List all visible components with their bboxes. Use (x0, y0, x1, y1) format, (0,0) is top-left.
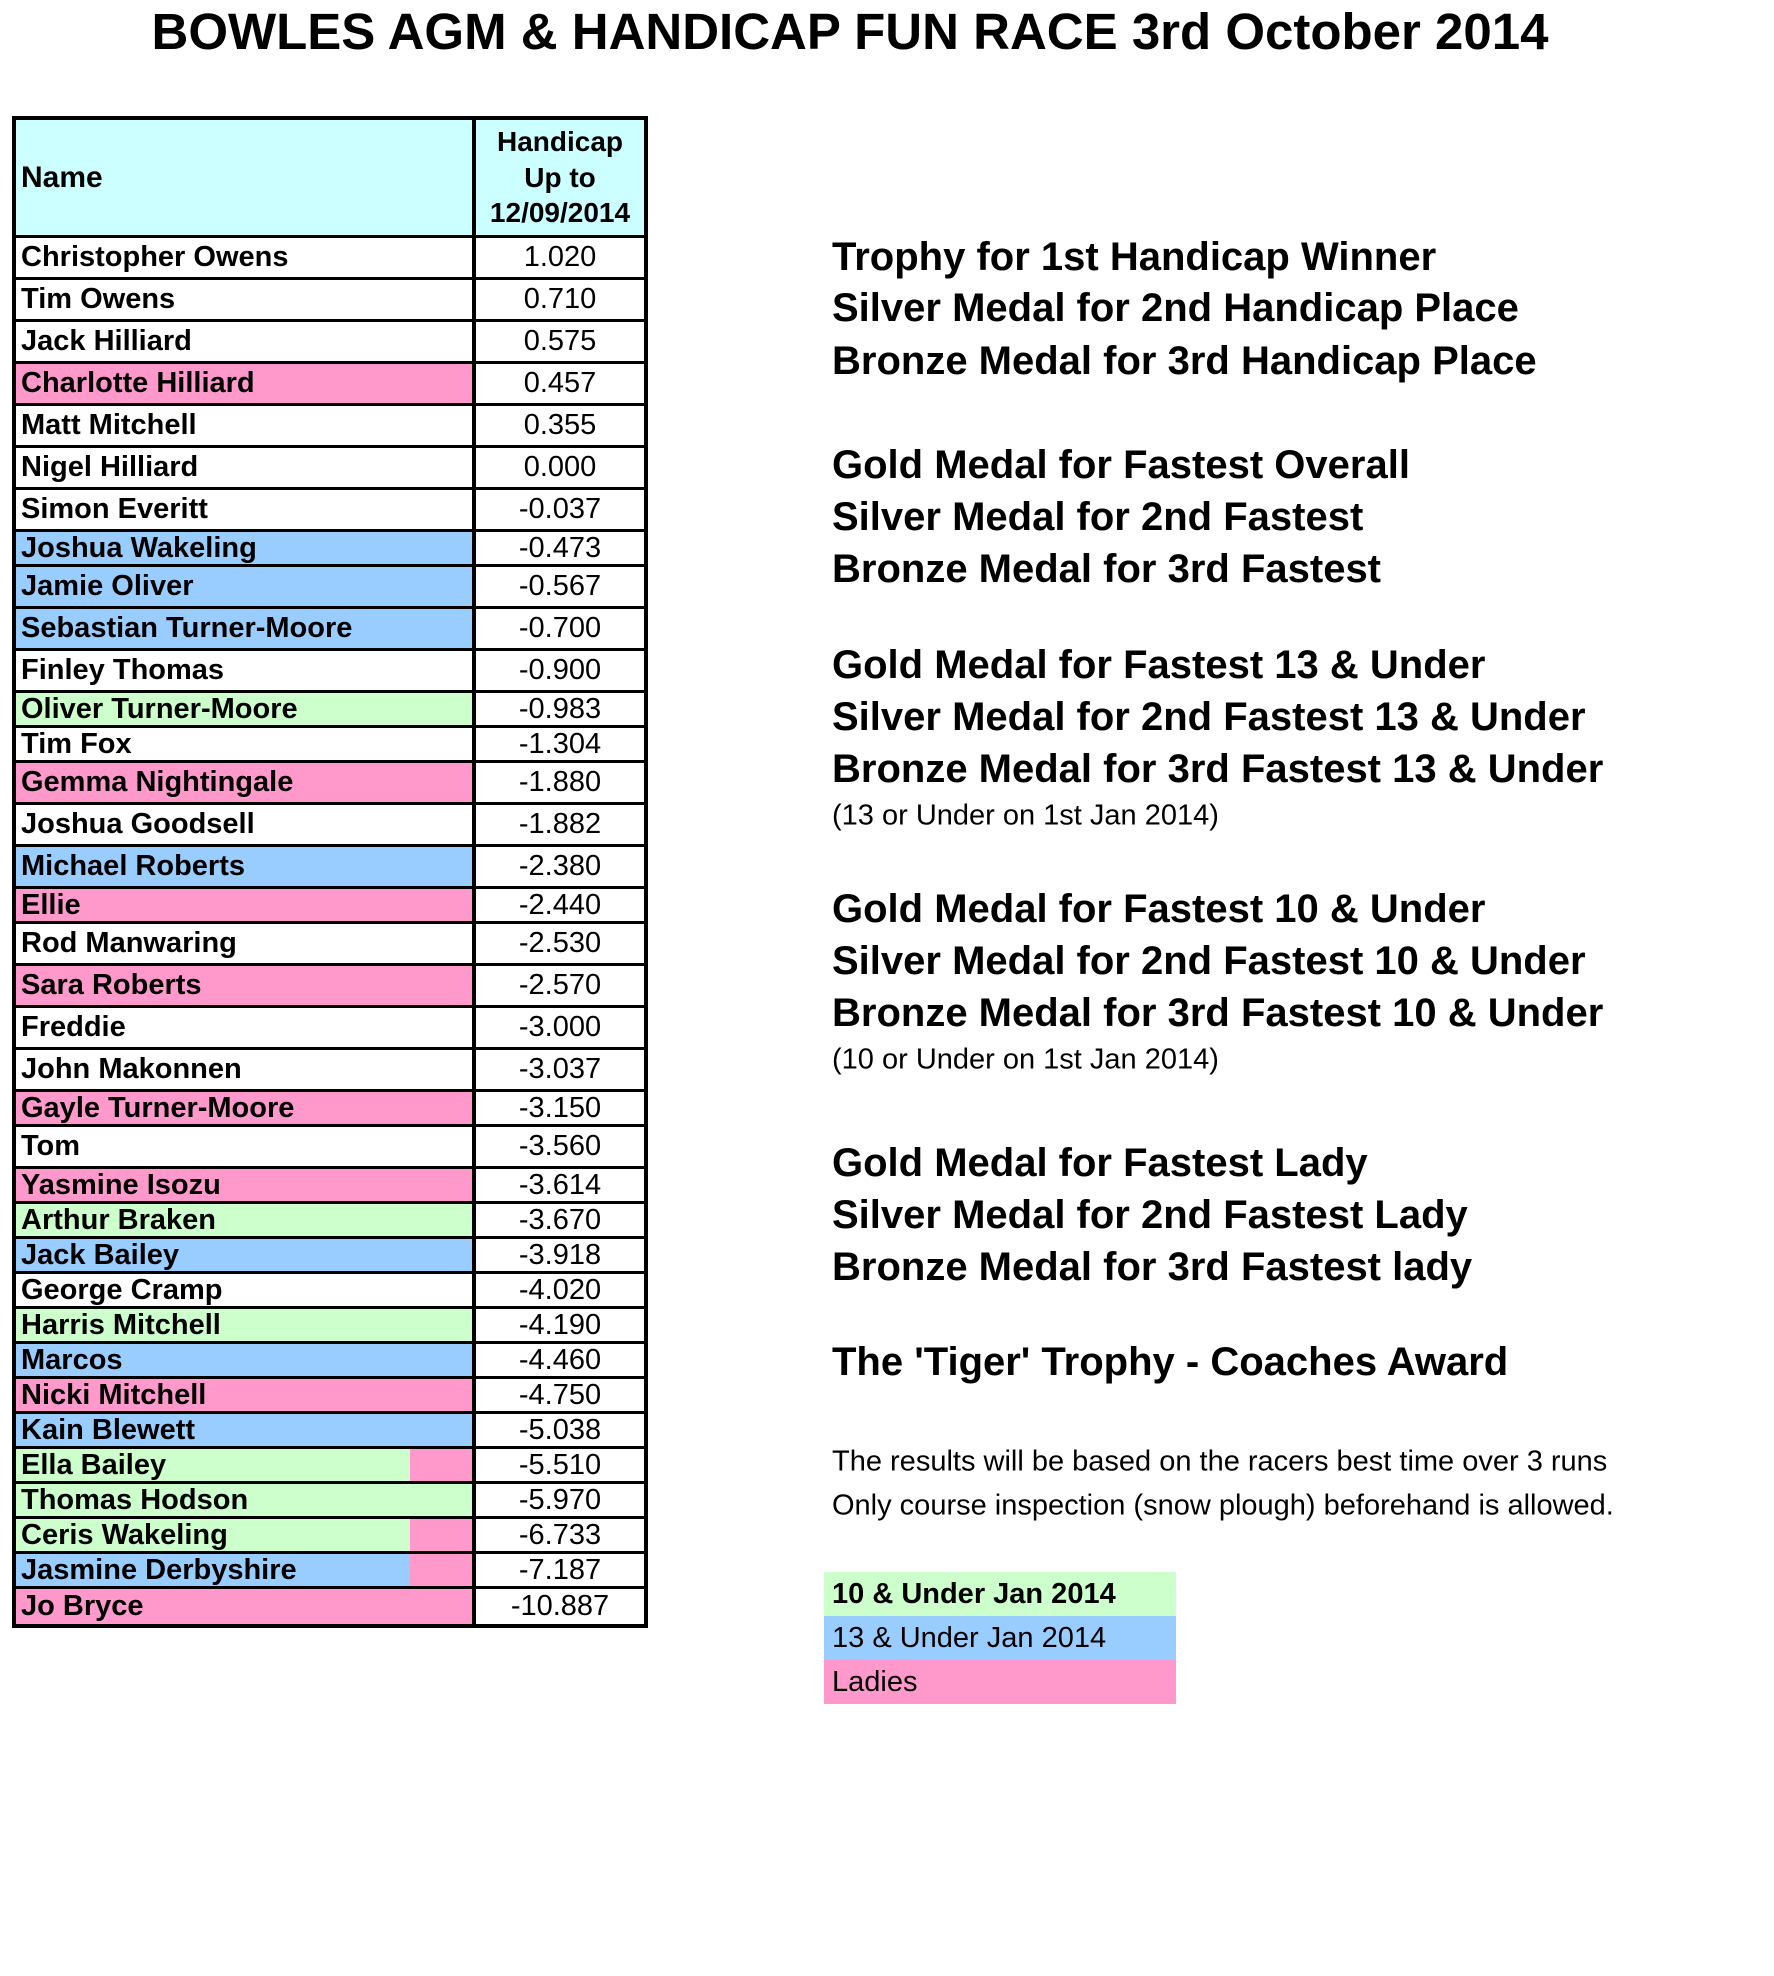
award-line: Gold Medal for Fastest Lady (832, 1141, 1368, 1185)
handicap-value: -4.190 (476, 1309, 644, 1341)
racer-name: Oliver Turner-Moore (16, 693, 476, 725)
table-row (16, 1344, 644, 1379)
racer-name: Simon Everitt (16, 490, 476, 529)
table-row (16, 805, 644, 847)
racer-name: Jack Bailey (16, 1239, 476, 1271)
racer-name: Rod Manwaring (16, 924, 476, 963)
table-row (16, 1379, 644, 1414)
name-column-header: Name (16, 120, 476, 235)
handicap-value: 0.355 (476, 406, 644, 445)
table-row (16, 1274, 644, 1309)
racer-name: Yasmine Isozu (16, 1169, 476, 1201)
table-header (16, 120, 644, 238)
award-line: Silver Medal for 2nd Fastest Lady (832, 1193, 1468, 1237)
note-line: (13 or Under on 1st Jan 2014) (832, 799, 1219, 832)
table-row (16, 1092, 644, 1127)
award-line: Bronze Medal for 3rd Fastest 13 & Under (832, 747, 1604, 791)
handicap-value: -3.614 (476, 1169, 644, 1201)
racer-name: Sara Roberts (16, 966, 476, 1005)
page-title: BOWLES AGM & HANDICAP FUN RACE 3rd October 2014 (151, 3, 1549, 60)
racer-name: Tim Owens (16, 280, 476, 319)
handicap-value: -3.000 (476, 1008, 644, 1047)
award-line: The 'Tiger' Trophy - Coaches Award (832, 1340, 1509, 1384)
racer-name: Gayle Turner-Moore (16, 1092, 476, 1124)
handicap-value: -1.304 (476, 728, 644, 760)
table-row (16, 889, 644, 924)
table-row (16, 924, 644, 966)
legend-item-under10: 10 & Under Jan 2014 (824, 1572, 1176, 1616)
handicap-value: 0.000 (476, 448, 644, 487)
handicap-value: -2.440 (476, 889, 644, 921)
handicap-value: -1.880 (476, 763, 644, 802)
racer-name: Jo Bryce (16, 1589, 476, 1624)
table-row (16, 1127, 644, 1169)
racer-name: Thomas Hodson (16, 1484, 476, 1516)
table-row (16, 1484, 644, 1519)
note-line: The results will be based on the racers best time over 3 runs (832, 1445, 1608, 1478)
handicap-value: -5.038 (476, 1414, 644, 1446)
handicap-value: -1.882 (476, 805, 644, 844)
table-row (16, 1414, 644, 1449)
handicap-value: -4.020 (476, 1274, 644, 1306)
handicap-value: -3.918 (476, 1239, 644, 1271)
racer-name: Matt Mitchell (16, 406, 476, 445)
table-row (16, 847, 644, 889)
handicap-value: -5.510 (476, 1449, 644, 1481)
award-line: Gold Medal for Fastest 13 & Under (832, 643, 1486, 687)
racer-name: Charlotte Hilliard (16, 364, 476, 403)
racer-name: Ellie (16, 889, 476, 921)
table-row (16, 322, 644, 364)
handicap-value: -2.530 (476, 924, 644, 963)
note-line: Only course inspection (snow plough) beforehand is allowed. (832, 1489, 1614, 1522)
handicap-value: -3.150 (476, 1092, 644, 1124)
table-row (16, 728, 644, 763)
racer-name: Kain Blewett (16, 1414, 476, 1446)
table-row (16, 1309, 644, 1344)
handicap-table (12, 116, 648, 1628)
handicap-value: -2.570 (476, 966, 644, 1005)
handicap-header-line: Up to (524, 161, 596, 193)
table-row (16, 567, 644, 609)
racer-name: Nicki Mitchell (16, 1379, 476, 1411)
table-row (16, 651, 644, 693)
award-line: Gold Medal for Fastest 10 & Under (832, 887, 1486, 931)
racer-name: Tom (16, 1127, 476, 1166)
racer-name: Jasmine Derbyshire (16, 1554, 476, 1586)
table-row (16, 1554, 644, 1589)
racer-name: John Makonnen (16, 1050, 476, 1089)
table-row (16, 693, 644, 728)
table-row (16, 364, 644, 406)
table-row (16, 966, 644, 1008)
racer-name: Sebastian Turner-Moore (16, 609, 476, 648)
racer-name: Jamie Oliver (16, 567, 476, 606)
table-row (16, 1239, 644, 1274)
handicap-value: -10.887 (476, 1589, 644, 1624)
handicap-header-line: Handicap (496, 125, 624, 157)
table-row (16, 238, 644, 280)
table-body (16, 238, 644, 1624)
handicap-value: -5.970 (476, 1484, 644, 1516)
handicap-value: 0.575 (476, 322, 644, 361)
note-line: (10 or Under on 1st Jan 2014) (832, 1043, 1219, 1076)
handicap-value: -3.670 (476, 1204, 644, 1236)
handicap-value: 0.710 (476, 280, 644, 319)
handicap-value: -0.473 (476, 532, 644, 564)
table-row (16, 1589, 644, 1624)
racer-name: Arthur Braken (16, 1204, 476, 1236)
handicap-value: -0.700 (476, 609, 644, 648)
racer-name: Marcos (16, 1344, 476, 1376)
table-row (16, 1050, 644, 1092)
handicap-value: 1.020 (476, 238, 644, 277)
table-row (16, 1204, 644, 1239)
racer-name: George Cramp (16, 1274, 476, 1306)
handicap-value: -7.187 (476, 1554, 644, 1586)
table-row (16, 609, 644, 651)
award-line: Bronze Medal for 3rd Fastest lady (832, 1245, 1473, 1289)
racer-name: Christopher Owens (16, 238, 476, 277)
racer-name: Jack Hilliard (16, 322, 476, 361)
racer-name: Gemma Nightingale (16, 763, 476, 802)
handicap-value: -0.900 (476, 651, 644, 690)
handicap-value: 0.457 (476, 364, 644, 403)
table-row (16, 280, 644, 322)
racer-name: Ceris Wakeling (16, 1519, 476, 1551)
handicap-value: -0.983 (476, 693, 644, 725)
handicap-value: -0.567 (476, 567, 644, 606)
table-row (16, 532, 644, 567)
handicap-column-header (476, 120, 644, 235)
racer-name: Joshua Goodsell (16, 805, 476, 844)
handicap-value: -3.037 (476, 1050, 644, 1089)
award-line: Silver Medal for 2nd Fastest 13 & Under (832, 695, 1586, 739)
racer-name: Finley Thomas (16, 651, 476, 690)
handicap-header-line: 12/09/2014 (489, 197, 631, 229)
racer-name: Nigel Hilliard (16, 448, 476, 487)
handicap-value: -0.037 (476, 490, 644, 529)
racer-name: Joshua Wakeling (16, 532, 476, 564)
award-line: Gold Medal for Fastest Overall (832, 443, 1410, 487)
racer-name: Tim Fox (16, 728, 476, 760)
award-line: Bronze Medal for 3rd Fastest 10 & Under (832, 991, 1604, 1035)
racer-name: Freddie (16, 1008, 476, 1047)
handicap-value: -4.460 (476, 1344, 644, 1376)
handicap-value: -2.380 (476, 847, 644, 886)
award-line: Bronze Medal for 3rd Handicap Place (832, 339, 1537, 383)
award-line: Silver Medal for 2nd Fastest 10 & Under (832, 939, 1586, 983)
award-line: Silver Medal for 2nd Handicap Place (832, 286, 1519, 330)
table-row (16, 1008, 644, 1050)
racer-name: Harris Mitchell (16, 1309, 476, 1341)
handicap-value: -4.750 (476, 1379, 644, 1411)
legend-item-under13: 13 & Under Jan 2014 (824, 1616, 1176, 1660)
table-row (16, 1449, 644, 1484)
legend-item-ladies: Ladies (824, 1660, 1176, 1704)
table-row (16, 1519, 644, 1554)
table-row (16, 406, 644, 448)
award-line: Silver Medal for 2nd Fastest (832, 495, 1364, 539)
award-line: Trophy for 1st Handicap Winner (832, 235, 1437, 279)
table-row (16, 763, 644, 805)
award-line: Bronze Medal for 3rd Fastest (832, 547, 1382, 591)
table-row (16, 1169, 644, 1204)
table-row (16, 490, 644, 532)
handicap-value: -3.560 (476, 1127, 644, 1166)
racer-name: Michael Roberts (16, 847, 476, 886)
racer-name: Ella Bailey (16, 1449, 476, 1481)
table-row (16, 448, 644, 490)
handicap-value: -6.733 (476, 1519, 644, 1551)
